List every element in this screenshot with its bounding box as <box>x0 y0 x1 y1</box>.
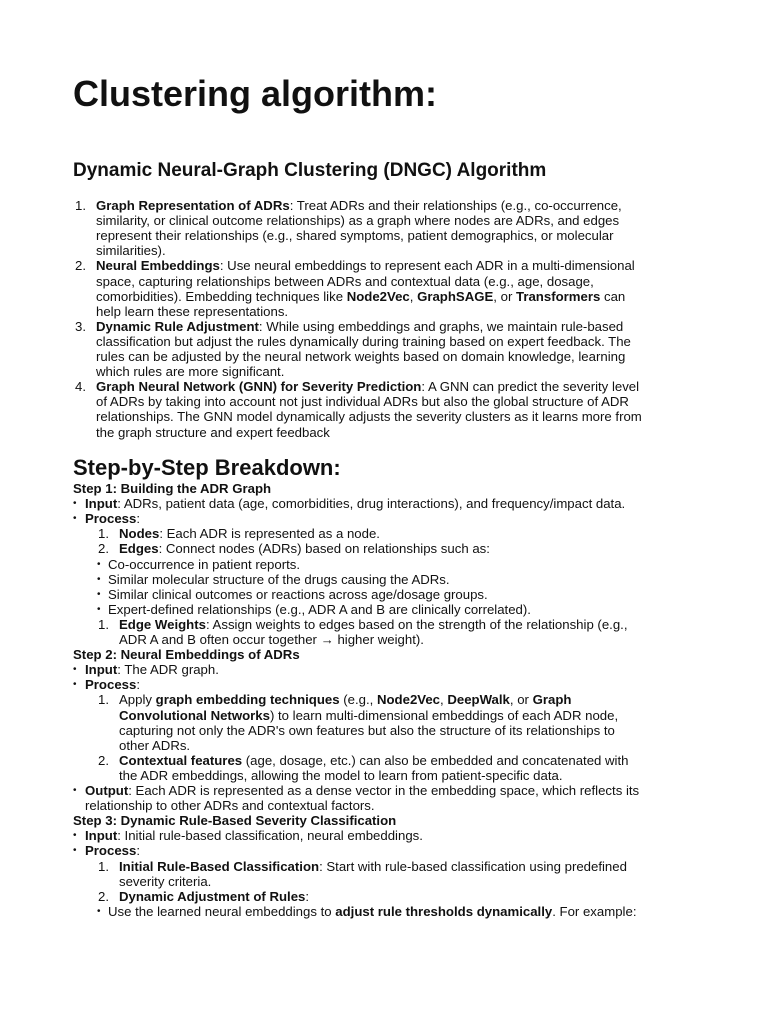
list-item-line <box>119 708 618 723</box>
list-number: 1. <box>98 616 109 632</box>
algorithm-item-number: 3. <box>75 318 86 334</box>
list-item-line <box>119 768 563 783</box>
bullet-icon: • <box>73 513 77 525</box>
list-item-line <box>119 617 628 632</box>
bullet-icon: • <box>73 845 77 857</box>
bold-text: Node2Vec <box>346 288 410 304</box>
text: other ADRs. <box>119 737 191 753</box>
bullet-icon: • <box>97 588 101 600</box>
bold-text: Graph Representation of ADRs <box>96 198 290 213</box>
text: : Connect nodes (ADRs) based on relationships such as: <box>158 541 490 557</box>
list-item-line <box>119 874 211 889</box>
list-item-line <box>119 859 627 874</box>
algorithm-item-number: 4. <box>75 379 86 395</box>
text: , <box>440 692 448 708</box>
text: Similar molecular structure of the drugs causing the ADRs. <box>108 571 450 587</box>
list-item-line <box>85 843 140 858</box>
list-item-line <box>119 526 380 541</box>
text: : Each ADR is represented as a node. <box>159 526 380 542</box>
text: : Start with rule-based classification using predefined <box>319 858 627 874</box>
text: the ADR embeddings, allowing the model to learn from patient-specific data. <box>119 767 563 783</box>
list-number: 1. <box>98 526 109 542</box>
text: : ADRs, patient data (age, comorbidities, drug interactions), and frequency/impact data. <box>117 496 626 512</box>
list-item-line <box>119 738 190 753</box>
algorithm-item-line <box>96 409 642 424</box>
bullet-icon: • <box>73 830 77 842</box>
text: relationship to other ADRs and contextual factors. <box>85 798 375 814</box>
text: represent their relationships (e.g., shared symptoms, patient demographics, or molecular <box>96 228 614 244</box>
bullet-icon: • <box>97 905 101 917</box>
text: space, capturing relationships between ADRs and contextual data (e.g., age, dosage, <box>96 273 594 289</box>
algorithm-item-line <box>96 425 330 440</box>
step-heading <box>73 481 271 496</box>
text: rules can be adjusted by the neural network weights based on domain knowledge, learning <box>96 349 626 364</box>
text: : A GNN can predict the severity level <box>421 379 640 395</box>
bold-text: Contextual features <box>119 752 243 768</box>
section-heading: Step-by-Step Breakdown: <box>73 455 341 480</box>
list-item-line <box>85 798 375 813</box>
text: (e.g., <box>339 692 377 708</box>
text: severity criteria. <box>119 873 212 889</box>
text: : The ADR graph. <box>117 662 219 678</box>
list-item-line <box>85 511 140 526</box>
text: : While using embeddings and graphs, we maintain rule-based <box>258 318 624 334</box>
bullet-icon: • <box>73 498 77 510</box>
bold-text: Process <box>85 677 137 693</box>
text: : Use neural embeddings to represent each ADR in a multi-dimensional <box>219 258 635 274</box>
text: comorbidities). Embedding techniques like <box>96 288 347 304</box>
algorithm-item-line <box>96 364 284 379</box>
bold-text: DeepWalk <box>447 692 510 708</box>
bold-text: Neural Embeddings <box>96 258 220 274</box>
bold-text: Graph Neural Network (GNN) for Severity Prediction <box>96 379 422 395</box>
text: , or <box>509 692 533 708</box>
list-item-line <box>108 587 488 602</box>
list-item-line <box>119 753 629 768</box>
bullet-icon: • <box>97 603 101 615</box>
algorithm-item-line <box>96 289 625 304</box>
step-heading <box>73 647 300 662</box>
algorithm-item-number: 1. <box>75 198 86 213</box>
list-item-line <box>119 889 309 904</box>
text: ADR A and B often occur together → higher weight). <box>119 632 424 647</box>
text: : <box>136 511 140 527</box>
text: Co-occurrence in patient reports. <box>108 556 301 572</box>
bold-text: Initial Rule-Based Classification <box>119 858 320 874</box>
algorithm-item-line <box>96 334 631 349</box>
algorithm-item-line <box>96 213 619 228</box>
text: of ADRs by taking into account not just individual ADRs but also the global structure of ADR <box>96 394 629 410</box>
list-item-line <box>108 572 450 587</box>
text: similarities). <box>96 243 166 259</box>
bold-text: Output <box>85 783 129 798</box>
algorithm-item-line <box>96 304 288 319</box>
bold-text: Step 3: Dynamic Rule-Based Severity Classification <box>73 813 397 829</box>
page-title: Clustering algorithm: <box>73 73 438 114</box>
bullet-icon: • <box>73 664 77 676</box>
bold-text: Convolutional Networks <box>119 707 270 723</box>
list-item-line <box>85 677 140 692</box>
list-number: 2. <box>98 888 109 904</box>
text: : Treat ADRs and their relationships (e.g., co-occurrence, <box>289 198 622 213</box>
list-item-line <box>85 828 423 843</box>
text: ) to learn multi-dimensional embeddings of each ADR node, <box>269 707 619 723</box>
algorithm-item-number: 2. <box>75 258 86 274</box>
bold-text: Input <box>85 496 118 512</box>
list-number: 2. <box>98 541 109 557</box>
list-item-line <box>119 632 424 647</box>
bold-text: Process <box>85 511 137 527</box>
algorithm-subtitle: Dynamic Neural-Graph Clustering (DNGC) Algorithm <box>73 160 547 181</box>
text: : <box>136 843 140 859</box>
bold-text: Input <box>85 662 118 678</box>
list-number: 2. <box>98 752 109 768</box>
bold-text: Dynamic Rule Adjustment <box>96 318 259 334</box>
text: : <box>136 677 140 693</box>
algorithm-item-line <box>96 258 635 273</box>
step-heading <box>73 813 396 828</box>
list-item-line <box>108 557 300 572</box>
text: capturing not only the ADR's own features but also the structure of its relationships to <box>119 722 615 738</box>
list-item-line <box>119 692 571 707</box>
text: help learn these representations. <box>96 303 289 319</box>
list-item-line <box>119 723 615 738</box>
bullet-icon: • <box>97 558 101 570</box>
bold-text: Edge Weights <box>119 616 206 632</box>
list-item-line <box>85 662 219 677</box>
text: Similar clinical outcomes or reactions across age/dosage groups. <box>108 586 488 602</box>
bold-text: graph embedding techniques <box>155 692 340 708</box>
bullet-icon: • <box>97 573 101 585</box>
text: Use the learned neural embeddings to <box>108 903 336 919</box>
bold-text: Step 1: Building the ADR Graph <box>73 481 272 496</box>
text: : Assign weights to edges based on the strength of the relationship (e.g., <box>205 616 628 632</box>
bold-text: Step 2: Neural Embeddings of ADRs <box>73 647 300 663</box>
algorithm-item-line <box>96 243 166 258</box>
algorithm-item-line <box>96 394 629 409</box>
bullet-icon: • <box>73 679 77 691</box>
text: Apply <box>119 692 156 708</box>
text: relationships. The GNN model dynamically adjusts the severity clusters as it learns more from <box>96 409 642 425</box>
text: , or <box>493 288 517 304</box>
text: the graph structure and expert feedback <box>96 424 330 440</box>
list-item-line <box>108 602 531 617</box>
algorithm-item-line <box>96 379 639 394</box>
algorithm-item-line <box>96 274 594 289</box>
bold-text: Dynamic Adjustment of Rules <box>119 888 306 904</box>
bold-text: Graph <box>532 692 572 708</box>
text: (age, dosage, etc.) can also be embedded and concatenated with <box>242 752 629 768</box>
bold-text: GraphSAGE <box>417 288 494 304</box>
bold-text: adjust rule thresholds dynamically <box>335 903 553 919</box>
list-item-line <box>85 496 625 511</box>
text: can <box>600 288 626 304</box>
algorithm-item-line <box>96 198 622 213</box>
text: : Each ADR is represented as a dense vector in the embedding space, which reflects its <box>128 783 640 798</box>
list-number: 1. <box>98 858 109 874</box>
list-number: 1. <box>98 692 109 708</box>
bold-text: Transformers <box>516 288 601 304</box>
list-item-line <box>85 783 639 798</box>
bullet-icon: • <box>73 785 77 796</box>
bold-text: Nodes <box>119 526 160 542</box>
text: which rules are more significant. <box>96 364 285 380</box>
text: similarity, or clinical outcome relationships) as a graph where nodes are ADRs, and edges <box>96 213 620 229</box>
algorithm-item-line <box>96 228 614 243</box>
bold-text: Process <box>85 843 137 859</box>
algorithm-item-line <box>96 319 623 334</box>
list-item-line <box>108 904 637 919</box>
text: : Initial rule-based classification, neural embeddings. <box>117 828 423 844</box>
text: . For example: <box>552 903 637 919</box>
list-item-line <box>119 541 490 556</box>
bold-text: Input <box>85 828 118 844</box>
algorithm-item-line <box>96 349 625 364</box>
text: Expert-defined relationships (e.g., ADR A and B are clinically correlated). <box>108 601 531 617</box>
text: , <box>409 288 418 304</box>
text: : <box>305 888 310 904</box>
text: classification but adjust the rules dynamically during training based on expert feedback. The <box>96 333 631 349</box>
bold-text: Edges <box>119 541 159 557</box>
bold-text: Node2Vec <box>376 692 441 708</box>
